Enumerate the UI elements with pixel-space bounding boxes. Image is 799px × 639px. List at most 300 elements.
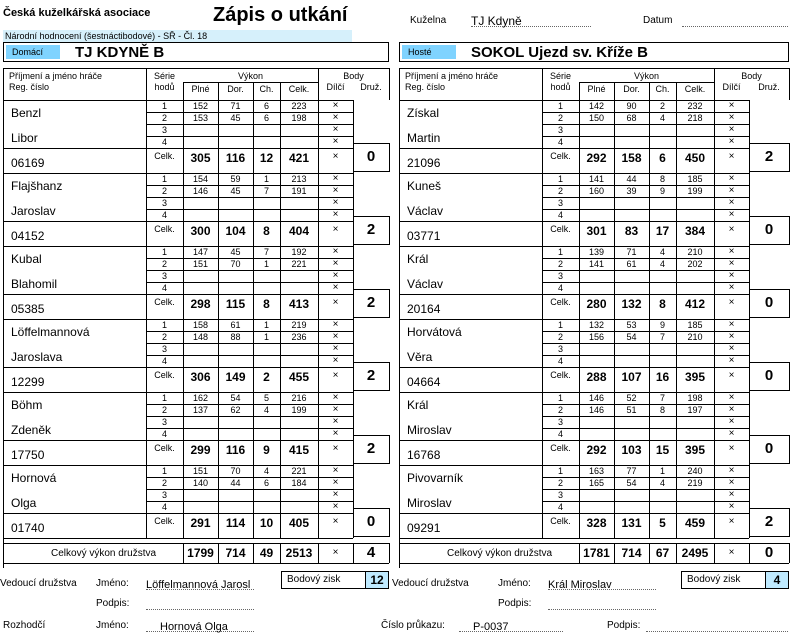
total-row-label: Celk. — [154, 297, 175, 307]
clearing-value: 68 — [626, 113, 637, 123]
cross-mark: × — [332, 297, 339, 308]
grid-line — [218, 100, 219, 173]
series-number: 2 — [161, 113, 167, 123]
away-sign-field[interactable] — [548, 595, 656, 610]
grid-line — [146, 173, 147, 246]
clearing-value: 77 — [626, 466, 637, 476]
grid-line — [714, 68, 715, 100]
total-clearing: 103 — [621, 443, 642, 457]
series-number: 4 — [557, 356, 563, 366]
series-number: 2 — [557, 332, 563, 342]
grid-line — [714, 246, 715, 319]
player-surname: Benzl — [11, 106, 42, 120]
cross-mark: × — [728, 392, 735, 403]
cross-mark: × — [728, 112, 735, 123]
clearing-value: 44 — [626, 174, 637, 184]
grid-line — [218, 465, 219, 538]
away-zisk-value: 4 — [765, 572, 788, 588]
series-number: 3 — [557, 198, 563, 208]
home-point-gain — [281, 571, 389, 589]
cross-mark: × — [728, 404, 735, 415]
full-value: 154 — [192, 174, 209, 184]
full-value: 142 — [588, 101, 605, 111]
cross-mark: × — [332, 209, 339, 220]
grid-line — [749, 536, 789, 537]
misses-value: 4 — [263, 405, 269, 415]
grid-line — [542, 319, 543, 392]
cross-mark: × — [728, 297, 735, 308]
home-team-name: TJ KDYNĚ B — [75, 44, 165, 61]
grid-line — [399, 392, 400, 465]
grid-line — [280, 319, 281, 392]
grid-line — [353, 171, 389, 172]
total-misses: 8 — [659, 297, 666, 311]
total-clearing: 131 — [621, 516, 642, 530]
cross-mark: × — [332, 258, 339, 269]
grid-line — [3, 148, 353, 149]
full-value: 165 — [588, 478, 605, 488]
grid-line — [579, 392, 580, 465]
grid-line — [146, 465, 147, 538]
player-surname: Získal — [407, 106, 440, 120]
grid-line — [676, 246, 677, 319]
page-title: Zápis o utkání — [213, 4, 348, 26]
player-reg-number: 04664 — [407, 375, 441, 389]
series-number: 2 — [161, 186, 167, 196]
home-captain-value: Löffelmannová Jarosl — [146, 579, 251, 590]
grid-line — [749, 216, 789, 217]
grid-line — [183, 173, 184, 246]
performance-header: Výkon — [237, 71, 263, 81]
card-number-field[interactable] — [459, 617, 563, 632]
reg-number-header: Reg. číslo — [405, 82, 446, 92]
grid-line — [749, 317, 789, 318]
player-reg-number: 04152 — [11, 229, 45, 243]
grid-line — [3, 440, 353, 441]
total-misses: 6 — [659, 151, 666, 165]
misses-value: 7 — [263, 247, 269, 257]
home-zisk-value: 12 — [365, 572, 388, 588]
grid-line — [218, 246, 219, 319]
clearing-value: 61 — [626, 259, 637, 269]
away-team-name: SOKOL Ujezd sv. Kříže B — [471, 44, 648, 61]
total-value: 191 — [291, 186, 307, 196]
grid-line — [649, 82, 650, 100]
total-value: 218 — [687, 113, 703, 123]
away-captain-value: Král Miroslav — [548, 579, 612, 590]
association-name: Česká kuželkářská asociace — [3, 7, 151, 19]
total-row-label: Celk. — [154, 516, 175, 526]
player-team-points: 0 — [764, 367, 774, 384]
total-value: 198 — [291, 113, 307, 123]
series-number: 4 — [161, 137, 167, 147]
series-number: 2 — [557, 405, 563, 415]
clearing-value: 70 — [230, 466, 241, 476]
series-number: 3 — [557, 490, 563, 500]
grid-line — [399, 173, 400, 246]
misses-value: 4 — [659, 247, 665, 257]
grid-line — [789, 543, 790, 563]
grid-line — [280, 246, 281, 319]
grid-line — [146, 68, 147, 100]
player-reg-number: 05385 — [11, 302, 45, 316]
cross-mark: × — [332, 477, 339, 488]
cross-mark: × — [728, 428, 735, 439]
misses-value: 4 — [659, 259, 665, 269]
clearing-value: 45 — [230, 186, 241, 196]
home-zisk-label: Bodový zisk — [287, 574, 341, 585]
cross-mark: × — [332, 173, 339, 184]
grid-line — [389, 543, 390, 563]
series-number: 1 — [557, 247, 563, 257]
player-surname: Horvátová — [407, 325, 462, 339]
series-header-2: hodů — [550, 82, 571, 92]
misses-value: 4 — [659, 113, 665, 123]
total-row-label: Celk. — [550, 516, 571, 526]
grid-line — [749, 435, 789, 436]
cross-mark: × — [332, 501, 339, 512]
grid-line — [579, 319, 580, 392]
total-clearing: 116 — [225, 443, 246, 457]
grid-line — [399, 221, 749, 222]
grid-line — [614, 246, 615, 319]
player-surname: Löffelmannová — [11, 325, 90, 339]
series-number: 4 — [557, 137, 563, 147]
grid-line — [318, 392, 319, 465]
cross-mark: × — [332, 185, 339, 196]
grid-line — [353, 463, 389, 464]
team-total-full: 1799 — [187, 546, 214, 560]
player-reg-number: 03771 — [407, 229, 441, 243]
card-number-value: P-0037 — [473, 621, 509, 633]
grid-line — [749, 390, 789, 391]
total-full: 292 — [586, 151, 607, 165]
referee-name-label: Jméno: — [96, 620, 129, 631]
series-number: 3 — [161, 125, 167, 135]
total-value: 232 — [687, 101, 703, 111]
misses-value: 6 — [263, 101, 269, 111]
grid-line — [353, 435, 389, 436]
team-total-points: 4 — [366, 544, 376, 561]
cross-mark: × — [728, 477, 735, 488]
full-value: 132 — [588, 320, 605, 330]
player-team-points: 0 — [366, 148, 376, 165]
player-first-name: Olga — [11, 496, 37, 510]
venue-value: TJ Kdyně — [471, 14, 522, 28]
grid-line — [253, 173, 254, 246]
total-clearing: 132 — [621, 297, 642, 311]
total-row-label: Celk. — [550, 297, 571, 307]
away-tag: Hosté — [402, 45, 456, 59]
total-value: 192 — [291, 247, 307, 257]
player-surname: Flajšhanz — [11, 179, 63, 193]
date-field[interactable] — [682, 12, 788, 27]
clearing-value: 70 — [230, 259, 241, 269]
full-value: 146 — [588, 393, 605, 403]
total-sum: 459 — [684, 516, 706, 530]
player-surname: Kubal — [11, 252, 42, 266]
player-surname: Böhm — [11, 398, 43, 412]
player-first-name: Libor — [11, 131, 38, 145]
grid-line — [183, 100, 184, 173]
full-value: 146 — [588, 405, 605, 415]
venue-field[interactable] — [471, 12, 591, 27]
series-header: Série — [153, 71, 175, 81]
grid-line — [183, 392, 184, 465]
clearing-value: 61 — [230, 320, 241, 330]
grid-line — [676, 319, 677, 392]
total-value: 221 — [291, 466, 307, 476]
misses-header: Ch. — [259, 84, 274, 94]
partial-points-header: Dílčí — [326, 82, 345, 92]
series-number: 2 — [557, 259, 563, 269]
cross-mark: × — [728, 246, 735, 257]
series-number: 1 — [161, 247, 167, 257]
clearing-value: 51 — [626, 405, 637, 415]
grid-line — [183, 319, 184, 392]
cross-mark: × — [728, 270, 735, 281]
player-surname: Král — [407, 252, 429, 266]
grid-line — [789, 508, 790, 537]
player-team-points: 0 — [366, 513, 376, 530]
grid-line — [253, 100, 254, 173]
grid-line — [614, 465, 615, 538]
player-first-name: Zdeněk — [11, 423, 52, 437]
series-number: 4 — [557, 429, 563, 439]
series-number: 4 — [161, 502, 167, 512]
total-sum: 421 — [288, 151, 310, 165]
total-value: 240 — [687, 466, 703, 476]
full-value: 152 — [192, 101, 209, 111]
venue-label: Kuželna — [410, 15, 447, 26]
player-team-points: 0 — [764, 294, 774, 311]
grid-line — [579, 246, 580, 319]
card-number-label: Číslo průkazu: — [381, 620, 445, 631]
grid-line — [280, 392, 281, 465]
series-number: 4 — [161, 356, 167, 366]
misses-value: 9 — [659, 320, 665, 330]
grid-line — [542, 173, 543, 246]
grid-line — [399, 543, 400, 563]
cross-mark: × — [332, 465, 339, 476]
total-value: 197 — [687, 405, 703, 415]
full-value: 141 — [588, 259, 605, 269]
grid-line — [649, 465, 650, 538]
total-clearing: 149 — [225, 370, 246, 384]
grid-line — [183, 465, 184, 538]
total-misses: 9 — [263, 443, 270, 457]
player-name-header: Příjmení a jméno hráče — [9, 71, 103, 81]
away-captain-name-label: Jméno: — [498, 578, 531, 589]
cross-mark: × — [332, 404, 339, 415]
grid-line — [3, 246, 4, 319]
total-full: 328 — [586, 516, 607, 530]
grid-line — [3, 513, 353, 514]
clearing-value: 53 — [626, 320, 637, 330]
away-captain-field[interactable] — [548, 575, 656, 590]
total-sum: 404 — [288, 224, 310, 238]
grid-line — [3, 221, 353, 222]
grid-line — [3, 319, 4, 392]
full-value: 141 — [588, 174, 605, 184]
player-first-name: Věra — [407, 350, 433, 364]
total-value: 185 — [687, 174, 703, 184]
grid-line — [399, 465, 400, 538]
total-row-label: Celk. — [154, 370, 175, 380]
home-captain-field[interactable] — [146, 575, 254, 590]
misses-value: 4 — [659, 478, 665, 488]
grid-line — [353, 390, 389, 391]
total-full: 288 — [586, 370, 607, 384]
player-first-name: Martin — [407, 131, 441, 145]
grid-line — [749, 143, 789, 144]
full-value: 147 — [192, 247, 209, 257]
grid-line — [649, 100, 650, 173]
cross-mark: × — [332, 112, 339, 123]
grid-line — [789, 143, 790, 172]
grid-line — [3, 294, 353, 295]
total-misses: 16 — [655, 370, 670, 384]
total-clearing: 115 — [225, 297, 246, 311]
cross-mark: × — [728, 100, 735, 111]
misses-value: 8 — [659, 174, 665, 184]
grid-line — [280, 173, 281, 246]
cross-mark: × — [728, 370, 735, 381]
total-value: 219 — [687, 478, 703, 488]
grid-line — [318, 68, 319, 100]
grid-line — [714, 392, 715, 465]
team-total-misses: 49 — [259, 546, 274, 560]
grid-line — [676, 173, 677, 246]
team-total-label: Celkový výkon družstva — [51, 548, 157, 559]
grid-line — [318, 465, 319, 538]
series-number: 3 — [161, 344, 167, 354]
team-total-full: 1781 — [583, 546, 610, 560]
player-team-points: 2 — [366, 440, 376, 457]
cross-mark: × — [332, 516, 339, 527]
grid-line — [353, 244, 389, 245]
grid-line — [614, 392, 615, 465]
grid-line — [183, 82, 318, 83]
grid-line — [579, 100, 580, 173]
series-number: 1 — [557, 466, 563, 476]
grid-line — [749, 508, 789, 509]
grid-line — [3, 100, 4, 173]
grid-line — [749, 244, 789, 245]
home-captain-name-label: Jméno: — [96, 578, 129, 589]
home-captain-label: Vedoucí družstva — [0, 578, 77, 589]
total-misses: 15 — [655, 443, 670, 457]
total-full: 301 — [586, 224, 607, 238]
total-misses: 5 — [659, 516, 666, 530]
grid-line — [399, 100, 400, 173]
cross-mark: × — [332, 151, 339, 162]
cross-mark: × — [332, 428, 339, 439]
player-surname: Hornová — [11, 471, 57, 485]
total-misses: 8 — [263, 224, 270, 238]
misses-value: 1 — [263, 174, 269, 184]
grid-line — [399, 148, 749, 149]
grid-line — [218, 392, 219, 465]
player-first-name: Václav — [407, 277, 444, 291]
total-full: 291 — [190, 516, 211, 530]
total-value: 210 — [687, 247, 703, 257]
referee-field[interactable] — [146, 617, 254, 632]
grid-line — [614, 319, 615, 392]
cross-mark: × — [728, 209, 735, 220]
cross-mark: × — [332, 100, 339, 111]
cross-mark: × — [332, 416, 339, 427]
grid-line — [389, 435, 390, 464]
clearing-value: 44 — [230, 478, 241, 488]
grid-line — [3, 543, 389, 544]
series-number: 1 — [161, 393, 167, 403]
grid-line — [399, 513, 749, 514]
home-sign-field[interactable] — [146, 595, 254, 610]
player-surname: Kuneš — [407, 179, 442, 193]
cross-mark: × — [332, 547, 339, 558]
grid-line — [399, 440, 749, 441]
referee-sign-field[interactable] — [646, 617, 788, 632]
total-value: 236 — [291, 332, 307, 342]
series-number: 4 — [557, 210, 563, 220]
series-number: 2 — [161, 478, 167, 488]
full-value: 137 — [192, 405, 209, 415]
cross-mark: × — [728, 489, 735, 500]
team-points-header: Druž. — [758, 82, 780, 92]
series-number: 1 — [161, 174, 167, 184]
cross-mark: × — [728, 355, 735, 366]
grid-line — [399, 294, 749, 295]
grid-line — [253, 465, 254, 538]
grid-line — [389, 362, 390, 391]
grid-line — [280, 465, 281, 538]
grid-line — [749, 289, 789, 290]
grid-line — [714, 465, 715, 538]
referee-sign-label: Podpis: — [607, 620, 641, 631]
cross-mark: × — [728, 282, 735, 293]
away-captain-label: Vedoucí družstva — [392, 578, 469, 589]
grid-line — [280, 100, 281, 173]
misses-value: 4 — [263, 466, 269, 476]
grid-line — [3, 563, 389, 564]
player-reg-number: 21096 — [407, 156, 441, 170]
cross-mark: × — [728, 547, 735, 558]
away-point-gain — [681, 571, 789, 589]
referee-value: Hornová Olga — [160, 621, 228, 633]
grid-line — [389, 143, 390, 172]
grid-line — [253, 319, 254, 392]
cross-mark: × — [332, 136, 339, 147]
grid-line — [218, 173, 219, 246]
misses-value: 1 — [263, 320, 269, 330]
grid-line — [389, 68, 390, 100]
cross-mark: × — [728, 258, 735, 269]
points-header: Body — [741, 71, 762, 81]
total-row-label: Celk. — [154, 224, 175, 234]
grid-line — [749, 362, 789, 363]
cross-mark: × — [728, 197, 735, 208]
clearing-value: 62 — [230, 405, 241, 415]
grid-line — [676, 465, 677, 538]
series-number: 2 — [557, 478, 563, 488]
grid-line — [318, 319, 319, 392]
clearing-value: 54 — [626, 478, 637, 488]
series-number: 4 — [557, 502, 563, 512]
total-sum: 450 — [684, 151, 706, 165]
grid-line — [353, 536, 389, 537]
cross-mark: × — [332, 343, 339, 354]
